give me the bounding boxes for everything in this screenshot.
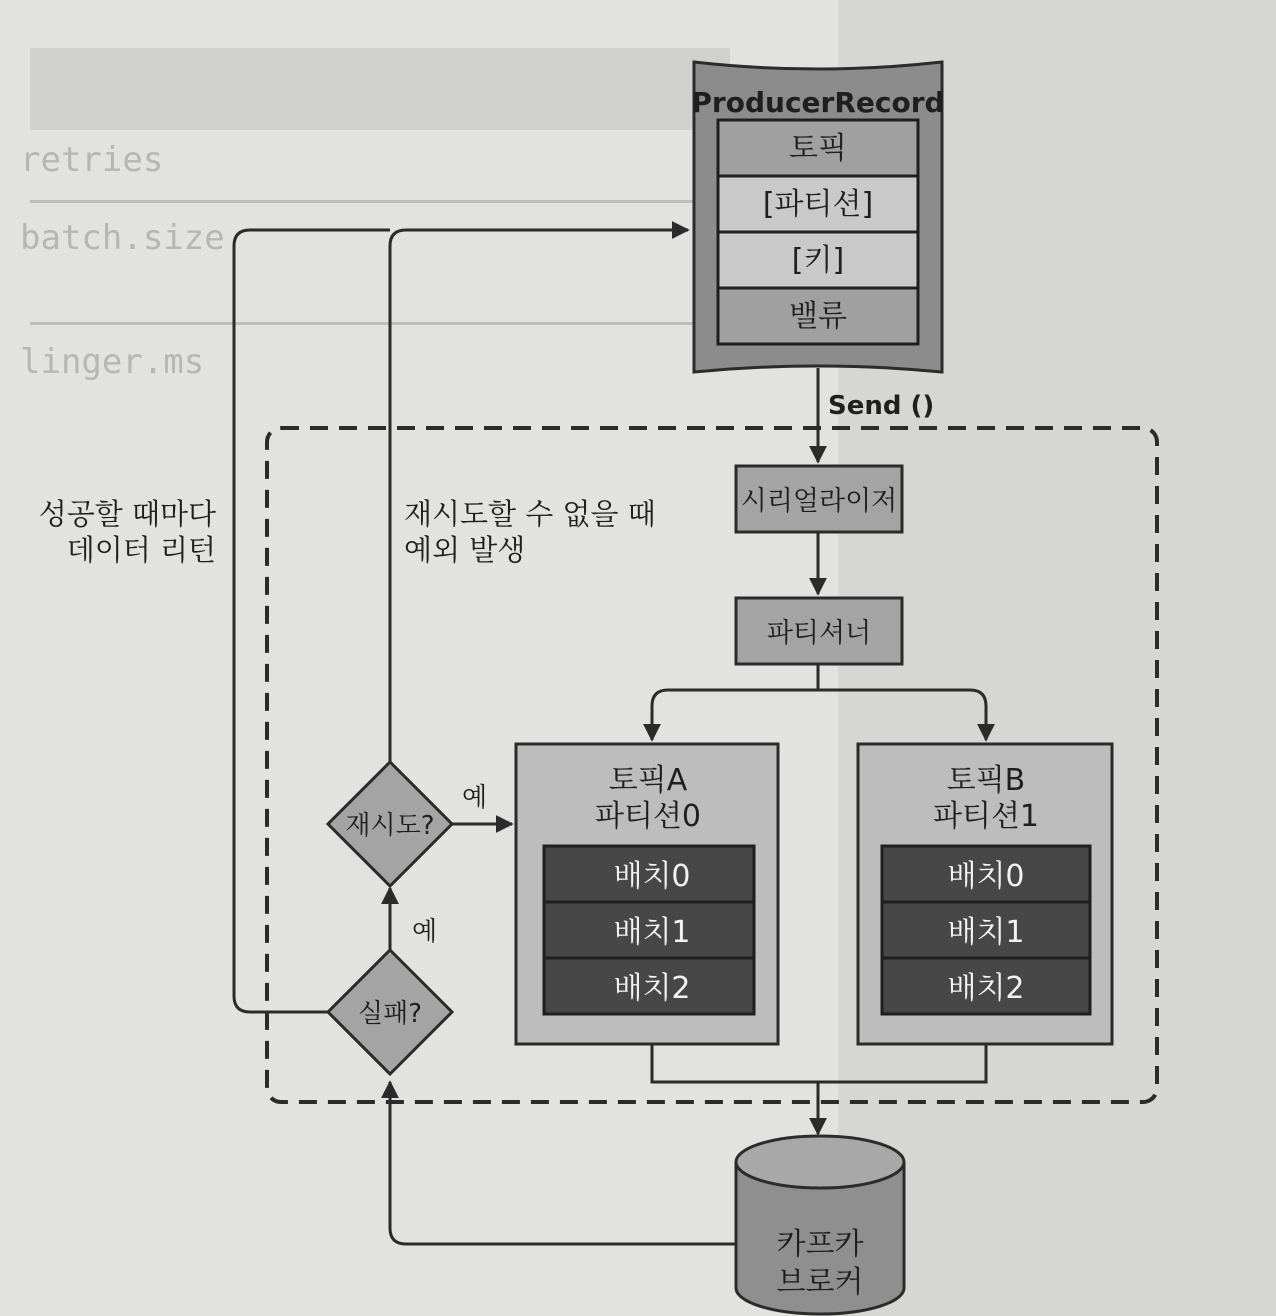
- retry-yes-label: 예: [462, 783, 488, 813]
- exception-return-arrow: [390, 230, 688, 762]
- partitioner-label: 파티셔너: [766, 618, 872, 649]
- record-field-value-label: 밸류: [789, 299, 847, 334]
- batch-label: 배치1: [947, 915, 1025, 950]
- background-config-batch-size: batch.size: [20, 218, 225, 258]
- record-field-key-label: [키]: [791, 243, 845, 278]
- background-config-linger-ms: linger.ms: [20, 342, 205, 382]
- fail-yes-label: 예: [412, 917, 438, 947]
- partition-b-topic: 토픽B: [946, 763, 1026, 798]
- batch-label: 배치2: [613, 971, 691, 1006]
- send-label: Send (): [828, 391, 935, 421]
- success-return-line: [234, 230, 390, 1012]
- batch-label: 배치2: [947, 971, 1025, 1006]
- record-field-partition-label: [파티션]: [762, 187, 874, 222]
- partitioner-to-topic-b-arrow: [818, 690, 986, 740]
- partition-a-topic: 토픽A: [608, 763, 688, 798]
- producer-record: [691, 62, 944, 372]
- kafka-broker: [736, 1136, 904, 1314]
- partition-a-name: 파티션0: [594, 799, 702, 834]
- record-field-topic-label: 토픽: [789, 131, 847, 166]
- batch-label: 배치0: [947, 859, 1025, 894]
- exception-note-line1: 재시도할 수 없을 때: [404, 497, 656, 531]
- retry-decision-label: 재시도?: [345, 811, 435, 841]
- broker-label-line2: 브로커: [776, 1265, 864, 1300]
- partition-b-name: 파티션1: [932, 799, 1040, 834]
- success-note-line1: 성공할 때마다: [38, 497, 216, 531]
- exception-note-line2: 예외 발생: [404, 533, 526, 567]
- partitioner-to-topic-a-arrow: [652, 664, 818, 740]
- partitions-merge-line: [652, 1044, 986, 1082]
- batch-label: 배치0: [613, 859, 691, 894]
- partition-a: [516, 744, 778, 1044]
- success-note-line2: 데이터 리턴: [66, 533, 216, 567]
- producer-record-title: ProducerRecord: [691, 86, 945, 119]
- broker-response-arrow: [390, 1082, 736, 1244]
- batch-label: 배치1: [613, 915, 691, 950]
- broker-label-line1: 카프카: [776, 1227, 864, 1262]
- partition-b: [858, 744, 1112, 1044]
- serializer-label: 시리얼라이저: [740, 486, 898, 517]
- background-config-retries: retries: [20, 140, 164, 180]
- fail-decision-label: 실패?: [357, 999, 423, 1029]
